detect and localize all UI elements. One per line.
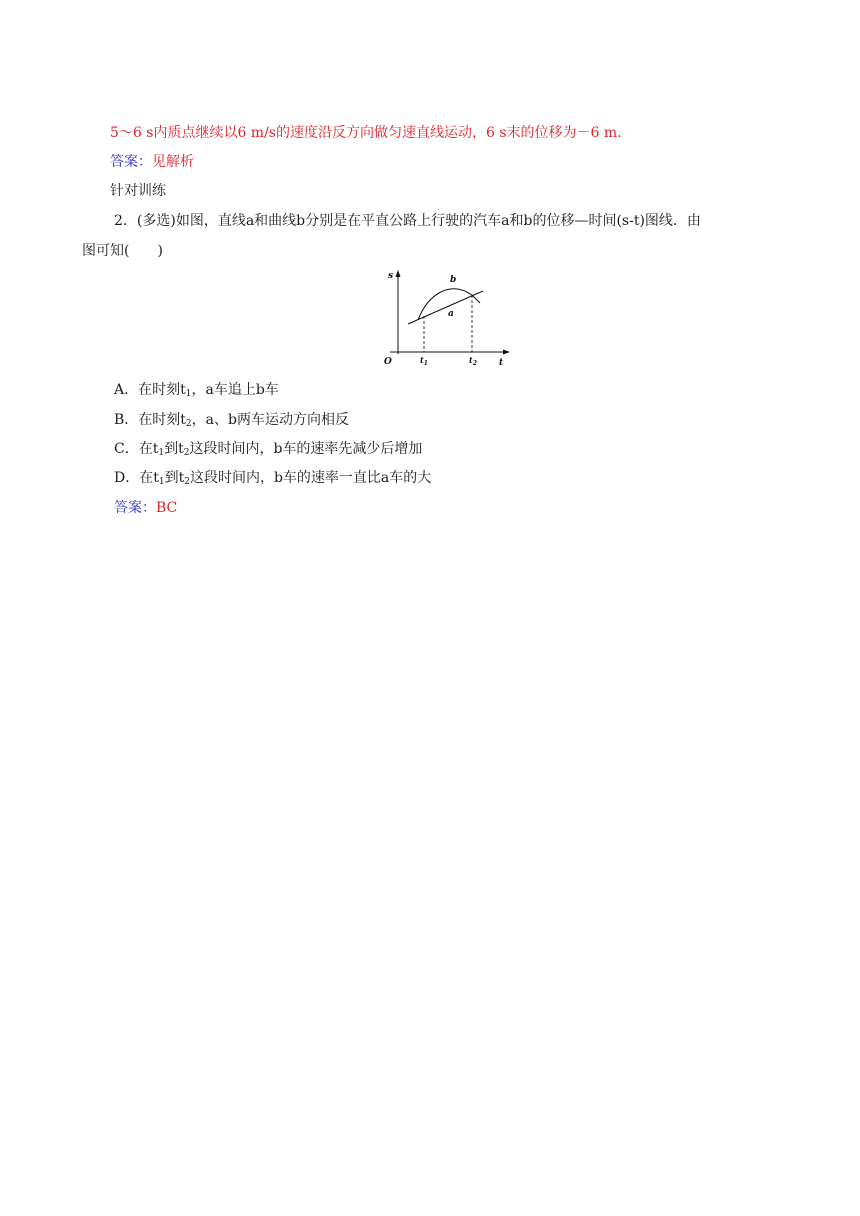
option-b-post: ，a、b两车运动方向相反: [191, 412, 349, 428]
option-c-pre: C．在t: [114, 441, 159, 457]
option-a-pre: A．在时刻t: [114, 382, 186, 398]
t2-subscript: 2: [472, 360, 477, 367]
answer-label: 答案：: [110, 154, 152, 170]
x-axis-arrow: [503, 350, 510, 355]
question-line-2: 图可知( ): [82, 243, 163, 259]
t1-label: [420, 355, 428, 367]
line-a-label: a: [448, 309, 454, 319]
option-c-post: 这段时间内，b车的速率先减少后增加: [189, 441, 423, 457]
answer-value: 见解析: [152, 154, 194, 170]
x-axis-label: t: [499, 358, 504, 368]
question-line-1: 2．(多选)如图，直线a和曲线b分别是在平直公路上行驶的汽车a和b的位移—时间(s-t)图线．由: [114, 213, 701, 229]
section-title: 针对训练: [110, 183, 166, 199]
option-d-sub: 1: [158, 477, 165, 487]
y-axis-arrow: [396, 270, 401, 277]
option-d-post: 这段时间内，b车的速率一直比a车的大: [189, 470, 432, 486]
t2-letter: t: [469, 355, 473, 365]
t1-subscript: 1: [423, 360, 428, 367]
answer-2-value: BC: [156, 500, 178, 516]
t2-label: [469, 355, 477, 367]
answer-2: [114, 498, 177, 518]
answer-2-label: 答案：: [114, 500, 156, 516]
option-d: [114, 468, 431, 492]
solution-text: 5～6 s内质点继续以6 m/s的速度沿反方向做匀速直线运动，6 s末的位移为－6 m.: [110, 125, 622, 141]
option-b-pre: B．在时刻t: [114, 412, 186, 428]
curve-b-label: b: [450, 275, 457, 285]
option-c-mid: 到t: [164, 441, 184, 457]
s-t-graph: [380, 268, 520, 372]
option-a: [114, 380, 279, 404]
option-d-pre: D．在t: [114, 470, 159, 486]
origin-label: O: [384, 357, 392, 367]
t1-letter: t: [420, 355, 424, 365]
answer-1: [110, 152, 194, 172]
option-a-sub: 1: [185, 389, 192, 399]
option-b-sub: 2: [185, 419, 192, 429]
option-a-post: ，a车追上b车: [191, 382, 279, 398]
option-b: [114, 410, 349, 434]
option-c-sub: 1: [158, 448, 165, 458]
option-d-mid: 到t: [164, 470, 185, 486]
option-d-sub2: 2: [184, 477, 190, 487]
option-c-sub2: 2: [183, 448, 190, 458]
option-c: [114, 439, 422, 463]
y-axis-label: s: [388, 271, 394, 281]
